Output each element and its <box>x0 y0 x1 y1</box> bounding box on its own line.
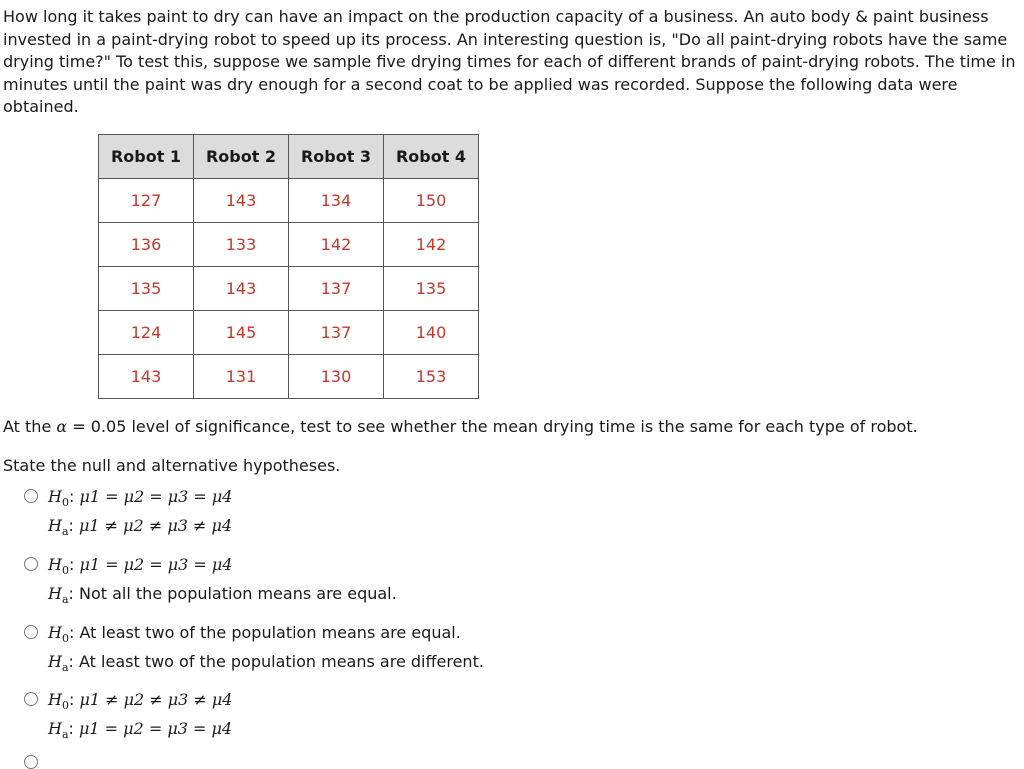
alpha-symbol: α <box>56 417 68 436</box>
alternative-hypothesis: $H_a$: At least two of the population means are different. <box>48 652 484 674</box>
null-hypothesis: $H_0$: μ1 = μ2 = μ3 = μ4 <box>48 487 233 509</box>
alternative-hypothesis: $H_a$: μ1 ≠ μ2 ≠ μ3 ≠ μ4 <box>48 516 233 538</box>
table-cell: 143 <box>194 267 289 311</box>
table-row <box>99 223 479 267</box>
null-hypothesis: $H_0$: μ1 = μ2 = μ3 = μ4 <box>48 555 233 577</box>
null-hypothesis: $H_0$: μ1 ≠ μ2 ≠ μ3 ≠ μ4 <box>48 690 233 712</box>
table-cell: 130 <box>289 355 384 399</box>
table-cell: 153 <box>384 355 479 399</box>
table-cell: 135 <box>384 267 479 311</box>
table-header-row <box>99 135 479 179</box>
table-row <box>99 179 479 223</box>
alternative-hypothesis: $H_a$: Not all the population means are equal. <box>48 584 397 606</box>
radio-button[interactable] <box>24 625 38 639</box>
table-cell: 131 <box>194 355 289 399</box>
table-cell: 143 <box>194 179 289 223</box>
problem-intro: How long it takes paint to dry can have an impact on the production capacity of a business. An auto body & paint business invested in a paint-drying robot to speed up its process. An interesting question is, "Do all paint-drying robots have the same drying time?" To test this, suppose we sample five drying times for each of different brands of paint-drying robots. The time in minutes until the paint was dry enough for a second coat to be applied was recorded. Suppose the following data were obtained. <box>3 7 1016 116</box>
significance-statement <box>3 417 918 436</box>
table-cell: 145 <box>194 311 289 355</box>
table-cell: 142 <box>384 223 479 267</box>
header-robot-1: Robot 1 <box>99 135 194 179</box>
table-cell: 124 <box>99 311 194 355</box>
table-cell: 133 <box>194 223 289 267</box>
table-cell: 136 <box>99 223 194 267</box>
alternative-hypothesis: $H_a$: μ1 = μ2 = μ3 = μ4 <box>48 719 233 741</box>
table-cell: 134 <box>289 179 384 223</box>
table-row <box>99 355 479 399</box>
null-hypothesis: $H_0$: At least two of the population means are equal. <box>48 623 461 645</box>
robot-drying-times-table <box>98 134 479 399</box>
header-robot-3: Robot 3 <box>289 135 384 179</box>
table-row <box>99 267 479 311</box>
table-cell: 140 <box>384 311 479 355</box>
table-row <box>99 311 479 355</box>
table-cell: 142 <box>289 223 384 267</box>
table-cell: 143 <box>99 355 194 399</box>
table-cell: 150 <box>384 179 479 223</box>
table-cell: 127 <box>99 179 194 223</box>
header-robot-2: Robot 2 <box>194 135 289 179</box>
radio-button[interactable] <box>24 692 38 706</box>
radio-button[interactable] <box>24 557 38 571</box>
header-robot-4: Robot 4 <box>384 135 479 179</box>
table-cell: 137 <box>289 311 384 355</box>
table-cell: 135 <box>99 267 194 311</box>
radio-button[interactable] <box>24 755 38 769</box>
radio-button[interactable] <box>24 489 38 503</box>
table-cell: 137 <box>289 267 384 311</box>
significance-suffix: = 0.05 level of significance, test to see whether the mean drying time is the same for each type of robot. <box>67 417 918 436</box>
significance-prefix: At the <box>3 417 57 436</box>
question-prompt: State the null and alternative hypotheses. <box>3 456 341 475</box>
